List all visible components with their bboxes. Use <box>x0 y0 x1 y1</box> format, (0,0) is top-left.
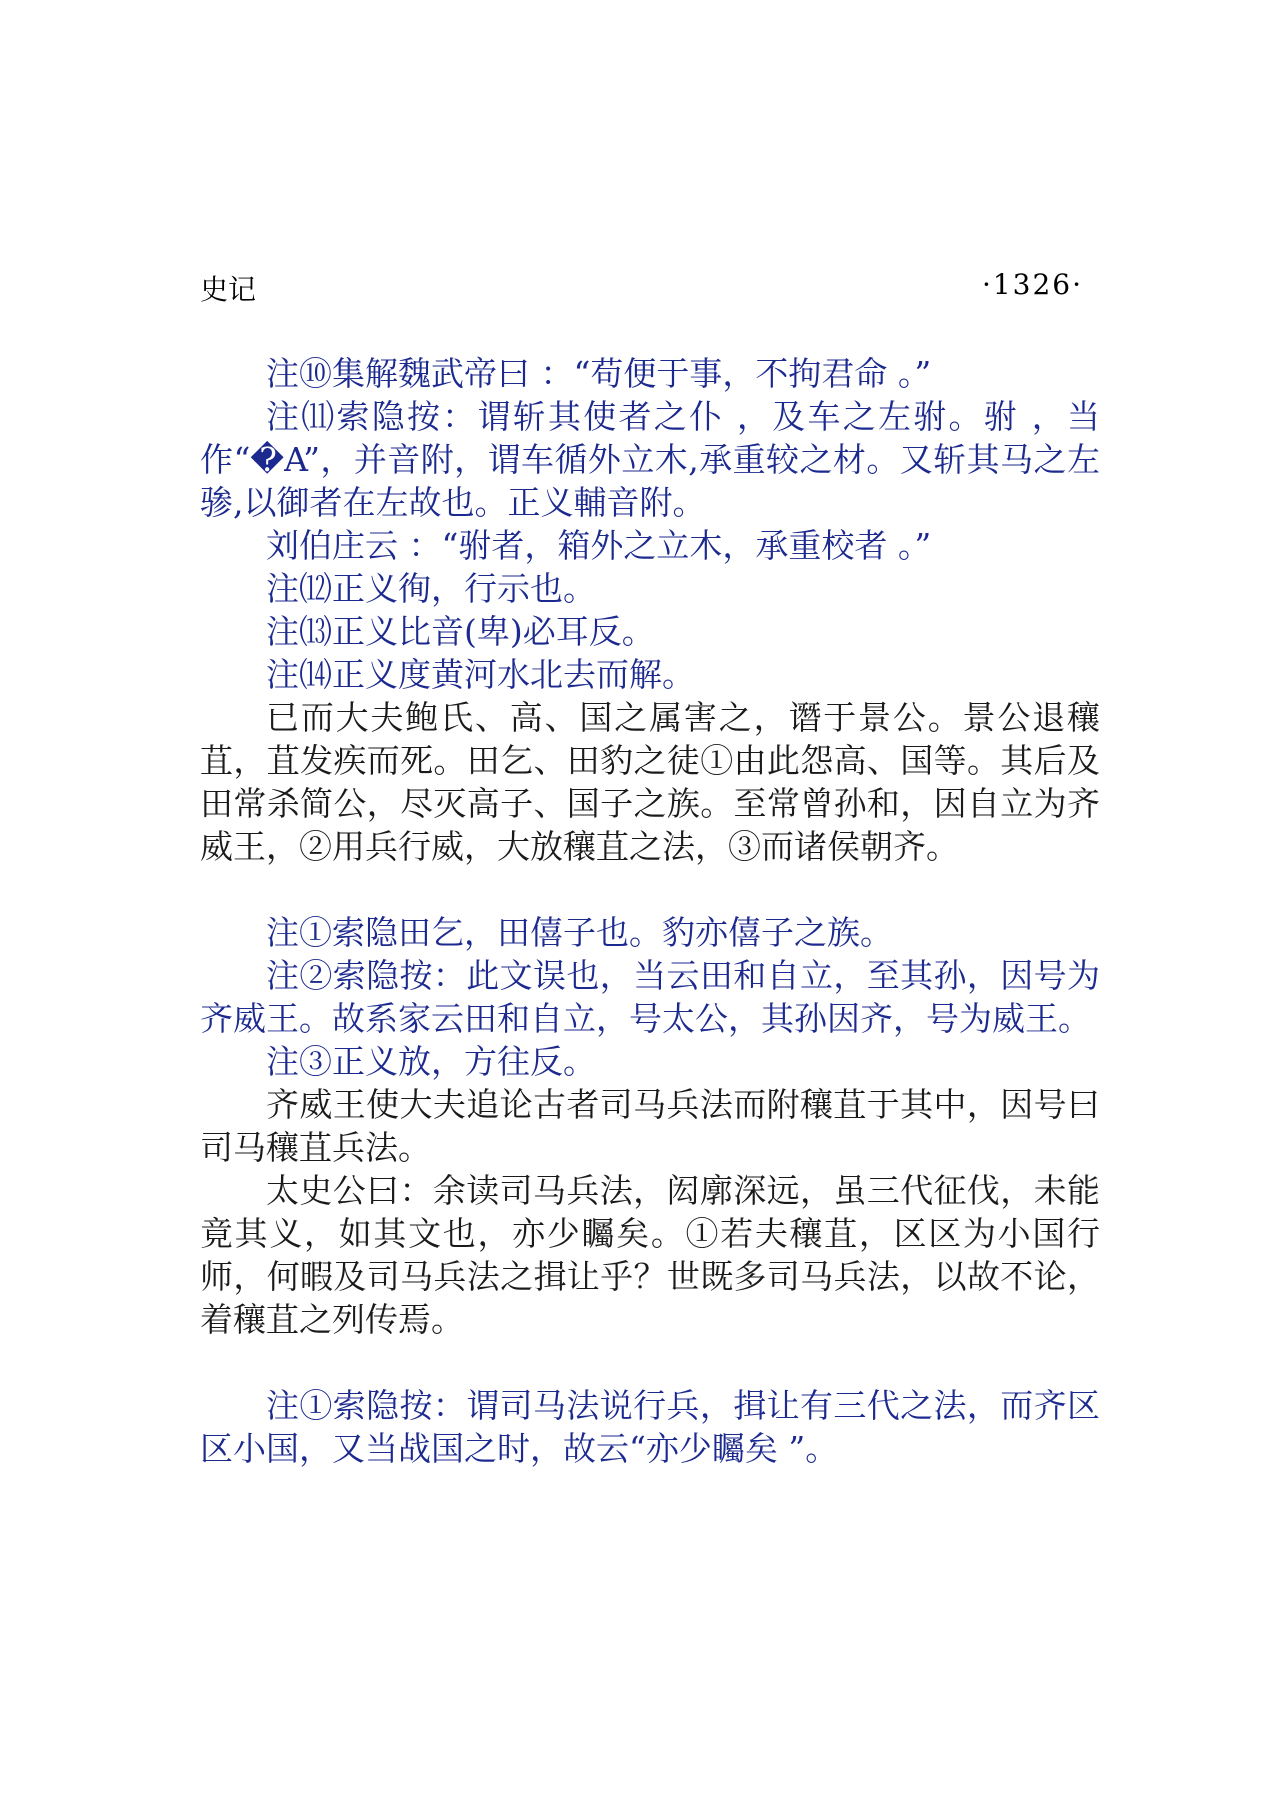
annotation-paragraph: 注⑾索隐按：谓斩其使者之仆 ，及车之左驸。驸 ，当作“�A”，并音附，谓车循外立木,承重较之材。又斩其马之左骖,以御者在左故也。正义輔音附。 <box>200 397 1100 522</box>
paragraph-spacer <box>200 868 1100 911</box>
annotation-paragraph: 注②索隐按：此文误也，当云田和自立，至其孙，因号为齐威王。故系家云田和自立，号太公，其孙因齐，号为威王。 <box>200 956 1100 1038</box>
page-number: ·1326· <box>981 268 1083 301</box>
body-paragraph: 已而大夫鲍氏、高、国之属害之，谮于景公。景公退穰苴，苴发疾而死。田乞、田豹之徒①由此怨高、国等。其后及田常杀简公，尽灭高子、国子之族。至常曾孙和，因自立为齐威王，②用兵行威，大放穰苴之法，③而诸侯朝齐。 <box>200 698 1100 866</box>
annotation-paragraph: 刘伯庄云 ：“驸者，箱外之立木，承重校者 。” <box>266 526 932 565</box>
body-paragraph: 太史公曰：余读司马兵法，闳廓深远，虽三代征伐，未能竟其义，如其文也，亦少矚矣。①若夫穰苴，区区为小国行师，何暇及司马兵法之揖让乎？世既多司马兵法，以故不论，着穰苴之列传焉。 <box>200 1171 1100 1339</box>
annotation-paragraph: 注⑩集解魏武帝曰 ：“苟便于事，不拘君命 。” <box>266 354 932 393</box>
annotation-paragraph: 注③正义放，方往反。 <box>266 1042 596 1081</box>
annotation-paragraph: 注⒁正义度黄河水北去而解。 <box>266 655 695 694</box>
body-paragraph: 齐威王使大夫追论古者司马兵法而附穰苴于其中，因号曰司马穰苴兵法。 <box>200 1085 1100 1167</box>
annotation-paragraph: 注⑿正义徇，行示也。 <box>266 569 596 608</box>
page-header <box>200 268 1083 308</box>
page-content <box>200 352 1100 1470</box>
annotation-paragraph: 注①索隐田乞，田僖子也。豹亦僖子之族。 <box>266 913 893 952</box>
paragraph-spacer <box>200 1341 1100 1384</box>
annotation-paragraph: 注①索隐按：谓司马法说行兵，揖让有三代之法，而齐区区小国，又当战国之时，故云“亦少矚矣 ”。 <box>200 1386 1100 1468</box>
book-title: 史记 <box>200 273 257 306</box>
annotation-paragraph: 注⒀正义比音(卑)必耳反。 <box>266 612 655 651</box>
